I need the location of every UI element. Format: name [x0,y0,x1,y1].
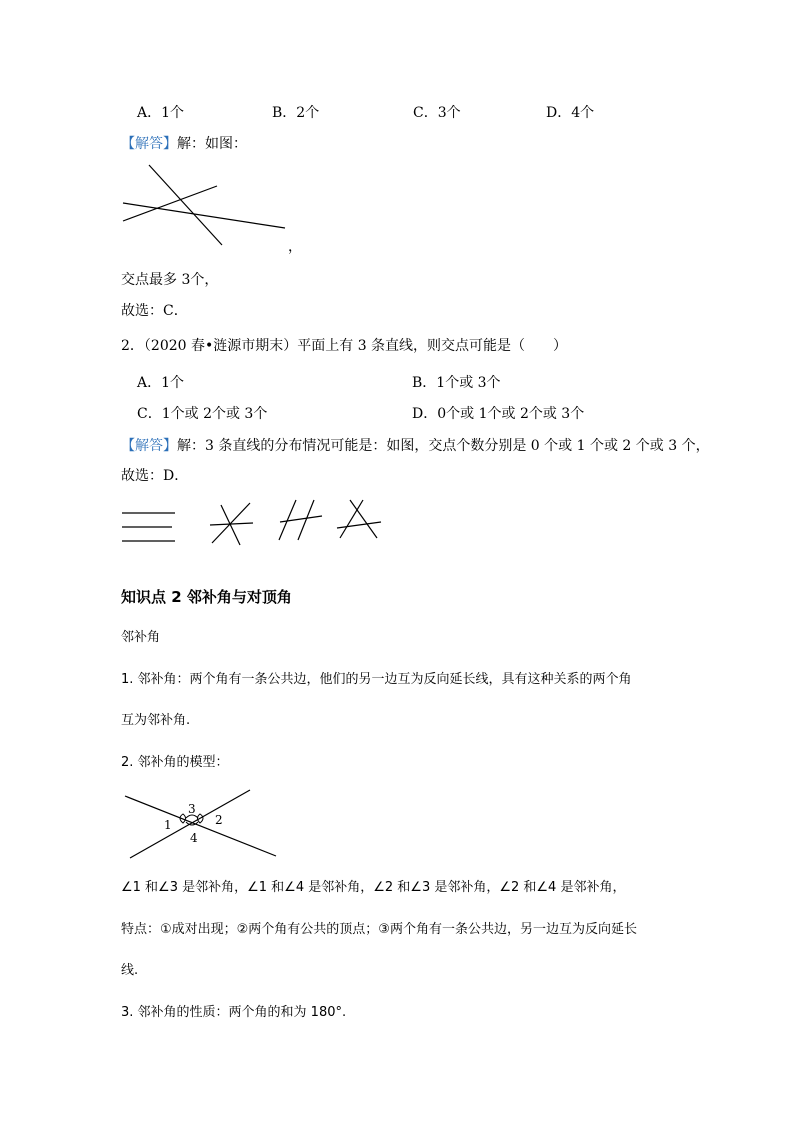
question-2-stem: 2．（2020 春•涟源市期末）平面上有 3 条直线，则交点可能是（ ） [121,338,568,354]
figure-comma: ， [288,239,302,255]
q2-option-d: D．0个或 1个或 2个或 3个 [412,406,585,422]
q2-choose-text: 故选：D． [121,468,189,484]
definition-line-1: 1. 邻补角：两个角有一条公共边，他们的另一边互为反向延长线，具有这种关系的两个角 [121,672,632,687]
q2-option-a: A．1个 [137,375,185,391]
option-b: B．2个 [272,105,320,121]
q2-option-b: B．1个或 3个 [412,375,501,391]
q2-answer-text: 解：3 条直线的分布情况可能是：如图，交点个数分别是 0 个或 1 个或 2 个或 3 个， [177,438,710,454]
section-subtitle: 邻补角 [121,630,161,645]
section-title: 知识点 2 邻补角与对顶角 [121,588,292,606]
option-a: A．1个 [137,105,185,121]
answer-tag: 【解答】 [121,136,177,152]
angle-label-2: 2 [215,813,223,827]
option-c: C．3个 [413,105,461,121]
max-intersections-text: 交点最多 3个， [121,272,219,288]
angle-label-1: 1 [164,818,172,832]
property-text: 3. 邻补角的性质：两个角的和为 180°. [121,1005,347,1020]
features-line-2: 线. [121,963,139,978]
option-d: D．4个 [546,105,595,121]
model-heading: 2. 邻补角的模型： [121,755,229,770]
q2-answer-tag: 【解答】 [121,438,177,454]
angle-label-4: 4 [190,831,198,845]
answer-text: 解：如图： [177,136,247,152]
choose-text: 故选：C． [121,303,188,319]
features-line-1: 特点：①成对出现；②两个角有公共的顶点；③两个角有一条公共边，另一边互为反向延长 [121,922,637,937]
q2-option-c: C．1个或 2个或 3个 [137,406,268,422]
adjacent-pairs-text: ∠1 和∠3 是邻补角，∠1 和∠4 是邻补角，∠2 和∠3 是邻补角，∠2 和∠4 是邻补角， [121,880,626,895]
definition-line-2: 互为邻补角. [121,713,191,728]
angle-label-3: 3 [188,802,196,816]
